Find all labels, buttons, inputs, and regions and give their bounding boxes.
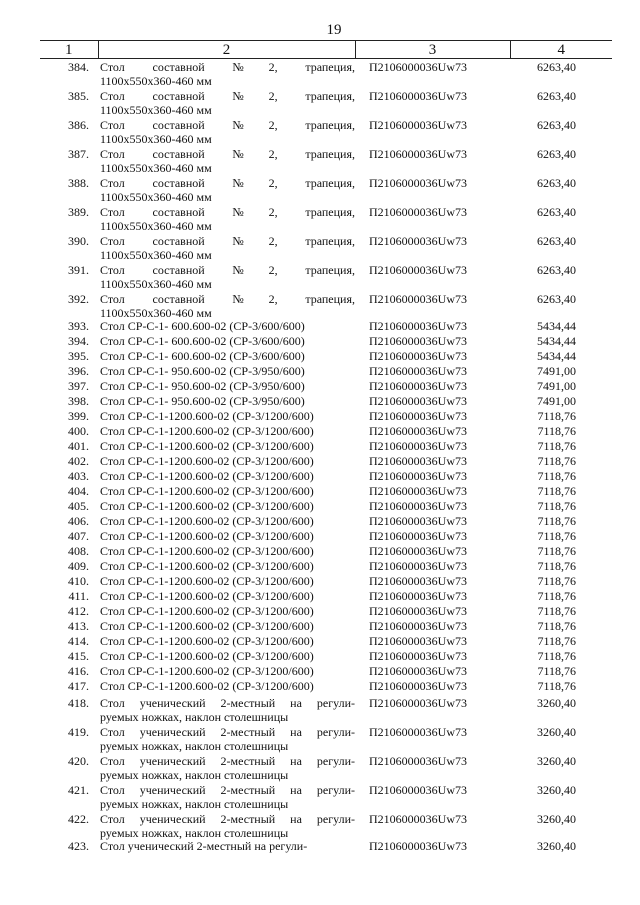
item-description xyxy=(98,724,355,753)
table-body xyxy=(40,59,612,856)
item-description-line-2: 1100x550x360-460 мм xyxy=(100,160,212,175)
row-number: 395. xyxy=(68,349,89,363)
item-value: 3260,40 xyxy=(537,696,576,710)
item-description xyxy=(98,117,355,146)
item-description-line-1: Стол СР-С-1-1200.600-02 (СР-3/1200/600) xyxy=(100,604,314,618)
item-code: П2106000036Uw73 xyxy=(369,696,467,710)
item-code: П2106000036Uw73 xyxy=(369,812,467,826)
table-header-row xyxy=(40,41,612,59)
row-number: 403. xyxy=(68,469,89,483)
item-description xyxy=(98,455,355,470)
item-description xyxy=(98,470,355,485)
item-code: П2106000036Uw73 xyxy=(369,118,467,132)
row-number: 394. xyxy=(68,334,89,348)
item-description xyxy=(98,620,355,635)
row-number: 414. xyxy=(68,634,89,648)
item-code: П2106000036Uw73 xyxy=(369,544,467,558)
item-description xyxy=(98,782,355,811)
table-row xyxy=(40,395,612,410)
item-description-line-1: Стол составной №2, трапеция, xyxy=(100,60,355,74)
row-number: 417. xyxy=(68,679,89,693)
row-number: 386. xyxy=(68,118,89,132)
item-code: П2106000036Uw73 xyxy=(369,234,467,248)
item-code: П2106000036Uw73 xyxy=(369,147,467,161)
item-description-line-1: Стол ученический 2-местный на регули- xyxy=(100,696,355,710)
row-number: 423. xyxy=(68,839,89,853)
table-row xyxy=(40,680,612,695)
item-value: 7118,76 xyxy=(537,439,576,453)
column-header-3: 3 xyxy=(355,41,510,59)
row-number: 399. xyxy=(68,409,89,423)
item-description-line-1: Стол СР-С-1-1200.600-02 (СР-3/1200/600) xyxy=(100,544,314,558)
item-code: П2106000036Uw73 xyxy=(369,292,467,306)
item-value: 7118,76 xyxy=(537,469,576,483)
item-code: П2106000036Uw73 xyxy=(369,589,467,603)
item-description xyxy=(98,365,355,380)
item-description-line-1: Стол СР-С-1-1200.600-02 (СР-3/1200/600) xyxy=(100,634,314,648)
item-value: 7118,76 xyxy=(537,499,576,513)
item-description-line-2: руемых ножках, наклон столешницы xyxy=(100,825,289,840)
row-number: 406. xyxy=(68,514,89,528)
item-description xyxy=(98,590,355,605)
table-row xyxy=(40,650,612,665)
row-number: 397. xyxy=(68,379,89,393)
item-code: П2106000036Uw73 xyxy=(369,574,467,588)
item-description-line-1: Стол ученический 2-местный на регули- xyxy=(100,783,355,797)
item-description-line-1: Стол СР-С-1-1200.600-02 (СР-3/1200/600) xyxy=(100,679,314,693)
item-description-line-1: Стол СР-С-1-1200.600-02 (СР-3/1200/600) xyxy=(100,574,314,588)
item-description-line-1: Стол СР-С-1-1200.600-02 (СР-3/1200/600) xyxy=(100,514,314,528)
row-number: 420. xyxy=(68,754,89,768)
item-code: П2106000036Uw73 xyxy=(369,783,467,797)
table-row xyxy=(40,620,612,635)
item-value: 7118,76 xyxy=(537,544,576,558)
row-number: 407. xyxy=(68,529,89,543)
item-code: П2106000036Uw73 xyxy=(369,619,467,633)
item-code: П2106000036Uw73 xyxy=(369,529,467,543)
item-description-line-1: Стол составной №2, трапеция, xyxy=(100,89,355,103)
item-description-line-1: Стол СР-С-1-1200.600-02 (СР-3/1200/600) xyxy=(100,484,314,498)
item-description-line-1: Стол ученический 2-местный на регули- xyxy=(100,839,308,853)
table-row xyxy=(40,262,612,291)
item-code: П2106000036Uw73 xyxy=(369,60,467,74)
item-description-line-1: Стол ученический 2-местный на регули- xyxy=(100,725,355,739)
item-description xyxy=(98,146,355,175)
item-value: 5434,44 xyxy=(537,349,576,363)
item-code: П2106000036Uw73 xyxy=(369,424,467,438)
item-description xyxy=(98,425,355,440)
row-number: 390. xyxy=(68,234,89,248)
item-description-line-2: 1100x550x360-460 мм xyxy=(100,276,212,291)
table-row xyxy=(40,753,612,782)
item-code: П2106000036Uw73 xyxy=(369,205,467,219)
table-row xyxy=(40,500,612,515)
item-description-line-1: Стол СР-С-1-1200.600-02 (СР-3/1200/600) xyxy=(100,439,314,453)
item-description xyxy=(98,350,355,365)
row-number: 405. xyxy=(68,499,89,513)
item-code: П2106000036Uw73 xyxy=(369,439,467,453)
item-value: 6263,40 xyxy=(537,205,576,219)
row-number: 388. xyxy=(68,176,89,190)
item-description xyxy=(98,485,355,500)
item-description-line-1: Стол СР-С-1-1200.600-02 (СР-3/1200/600) xyxy=(100,424,314,438)
row-number: 422. xyxy=(68,812,89,826)
row-number: 391. xyxy=(68,263,89,277)
table-row xyxy=(40,233,612,262)
item-description xyxy=(98,753,355,782)
row-number: 409. xyxy=(68,559,89,573)
table-row xyxy=(40,88,612,117)
table-row xyxy=(40,410,612,425)
row-number: 392. xyxy=(68,292,89,306)
item-description xyxy=(98,204,355,233)
item-description xyxy=(98,175,355,204)
table-row xyxy=(40,811,612,840)
item-code: П2106000036Uw73 xyxy=(369,649,467,663)
item-description xyxy=(98,575,355,590)
item-value: 7118,76 xyxy=(537,619,576,633)
item-description-line-2: 1100x550x360-460 мм xyxy=(100,218,212,233)
item-code: П2106000036Uw73 xyxy=(369,409,467,423)
item-description xyxy=(98,291,355,320)
item-code: П2106000036Uw73 xyxy=(369,454,467,468)
item-description-line-1: Стол составной №2, трапеция, xyxy=(100,176,355,190)
item-description xyxy=(98,695,355,724)
item-description xyxy=(98,635,355,650)
item-description-line-1: Стол составной №2, трапеция, xyxy=(100,118,355,132)
item-value: 6263,40 xyxy=(537,234,576,248)
item-value: 6263,40 xyxy=(537,89,576,103)
item-code: П2106000036Uw73 xyxy=(369,604,467,618)
table-row xyxy=(40,665,612,680)
item-description-line-1: Стол составной №2, трапеция, xyxy=(100,292,355,306)
item-code: П2106000036Uw73 xyxy=(369,364,467,378)
item-description-line-2: руемых ножках, наклон столешницы xyxy=(100,738,289,753)
item-description-line-1: Стол ученический 2-местный на регули- xyxy=(100,754,355,768)
table-row xyxy=(40,440,612,455)
item-description xyxy=(98,410,355,425)
item-value: 6263,40 xyxy=(537,118,576,132)
item-value: 7118,76 xyxy=(537,409,576,423)
table-row xyxy=(40,530,612,545)
page-number: 19 xyxy=(326,22,342,38)
item-value: 3260,40 xyxy=(537,839,576,853)
item-description xyxy=(98,88,355,117)
row-number: 410. xyxy=(68,574,89,588)
table-row xyxy=(40,291,612,320)
item-code: П2106000036Uw73 xyxy=(369,725,467,739)
table-row xyxy=(40,782,612,811)
item-description-line-1: Стол СР-С-1-1200.600-02 (СР-3/1200/600) xyxy=(100,454,314,468)
item-code: П2106000036Uw73 xyxy=(369,349,467,363)
column-header-2: 2 xyxy=(98,41,355,59)
item-description xyxy=(98,840,355,855)
item-code: П2106000036Uw73 xyxy=(369,379,467,393)
row-number: 419. xyxy=(68,725,89,739)
item-value: 7118,76 xyxy=(537,559,576,573)
item-description-line-2: руемых ножках, наклон столешницы xyxy=(100,709,289,724)
item-description-line-1: Стол СР-С-1-1200.600-02 (СР-3/1200/600) xyxy=(100,589,314,603)
item-description-line-2: 1100x550x360-460 мм xyxy=(100,189,212,204)
item-description xyxy=(98,680,355,695)
inventory-table xyxy=(40,40,612,855)
item-code: П2106000036Uw73 xyxy=(369,394,467,408)
item-description-line-1: Стол СР-С-1-1200.600-02 (СР-3/1200/600) xyxy=(100,559,314,573)
item-description xyxy=(98,395,355,410)
column-header-4: 4 xyxy=(510,41,612,59)
item-code: П2106000036Uw73 xyxy=(369,499,467,513)
item-code: П2106000036Uw73 xyxy=(369,176,467,190)
item-description xyxy=(98,650,355,665)
item-code: П2106000036Uw73 xyxy=(369,664,467,678)
row-number: 384. xyxy=(68,60,89,74)
table-row xyxy=(40,380,612,395)
item-code: П2106000036Uw73 xyxy=(369,484,467,498)
item-value: 6263,40 xyxy=(537,263,576,277)
item-value: 3260,40 xyxy=(537,812,576,826)
item-description xyxy=(98,515,355,530)
item-description-line-1: Стол СР-С-1- 950.600-02 (СР-3/950/600) xyxy=(100,364,305,378)
item-value: 7118,76 xyxy=(537,589,576,603)
table-row xyxy=(40,605,612,620)
item-description xyxy=(98,440,355,455)
item-description xyxy=(98,811,355,840)
item-code: П2106000036Uw73 xyxy=(369,319,467,333)
item-description xyxy=(98,233,355,262)
item-code: П2106000036Uw73 xyxy=(369,839,467,853)
item-description xyxy=(98,335,355,350)
table-row xyxy=(40,545,612,560)
table-row xyxy=(40,350,612,365)
item-description xyxy=(98,545,355,560)
item-description-line-2: руемых ножках, наклон столешницы xyxy=(100,767,289,782)
item-description xyxy=(98,605,355,620)
item-value: 7118,76 xyxy=(537,424,576,438)
item-value: 3260,40 xyxy=(537,725,576,739)
item-code: П2106000036Uw73 xyxy=(369,514,467,528)
row-number: 393. xyxy=(68,319,89,333)
item-value: 6263,40 xyxy=(537,147,576,161)
item-value: 7491,00 xyxy=(537,379,576,393)
row-number: 415. xyxy=(68,649,89,663)
item-description-line-1: Стол составной №2, трапеция, xyxy=(100,147,355,161)
item-description xyxy=(98,262,355,291)
item-description-line-1: Стол СР-С-1-1200.600-02 (СР-3/1200/600) xyxy=(100,529,314,543)
table-row xyxy=(40,485,612,500)
item-description-line-1: Стол СР-С-1-1200.600-02 (СР-3/1200/600) xyxy=(100,664,314,678)
table-row xyxy=(40,320,612,335)
item-description xyxy=(98,530,355,545)
row-number: 387. xyxy=(68,147,89,161)
item-code: П2106000036Uw73 xyxy=(369,89,467,103)
item-value: 6263,40 xyxy=(537,176,576,190)
item-description xyxy=(98,320,355,335)
item-description-line-1: Стол СР-С-1-1200.600-02 (СР-3/1200/600) xyxy=(100,469,314,483)
table-row xyxy=(40,455,612,470)
item-value: 7118,76 xyxy=(537,484,576,498)
row-number: 398. xyxy=(68,394,89,408)
table-row xyxy=(40,590,612,605)
table-row xyxy=(40,840,612,855)
item-code: П2106000036Uw73 xyxy=(369,679,467,693)
table-row xyxy=(40,365,612,380)
table-row xyxy=(40,470,612,485)
item-value: 7118,76 xyxy=(537,679,576,693)
table-row xyxy=(40,724,612,753)
table-row xyxy=(40,560,612,575)
item-description xyxy=(98,665,355,680)
item-value: 5434,44 xyxy=(537,334,576,348)
item-value: 7118,76 xyxy=(537,574,576,588)
item-description-line-2: 1100x550x360-460 мм xyxy=(100,305,212,320)
item-code: П2106000036Uw73 xyxy=(369,559,467,573)
item-description-line-2: 1100x550x360-460 мм xyxy=(100,102,212,117)
item-description-line-1: Стол СР-С-1-1200.600-02 (СР-3/1200/600) xyxy=(100,649,314,663)
item-code: П2106000036Uw73 xyxy=(369,263,467,277)
table-row xyxy=(40,575,612,590)
item-description-line-1: Стол СР-С-1-1200.600-02 (СР-3/1200/600) xyxy=(100,409,314,423)
row-number: 401. xyxy=(68,439,89,453)
item-description-line-2: 1100x550x360-460 мм xyxy=(100,131,212,146)
item-value: 7118,76 xyxy=(537,649,576,663)
item-value: 7491,00 xyxy=(537,364,576,378)
item-value: 7118,76 xyxy=(537,514,576,528)
item-description-line-1: Стол СР-С-1- 600.600-02 (СР-3/600/600) xyxy=(100,319,305,333)
item-description-line-1: Стол СР-С-1- 950.600-02 (СР-3/950/600) xyxy=(100,394,305,408)
row-number: 411. xyxy=(68,589,89,603)
row-number: 389. xyxy=(68,205,89,219)
table-row xyxy=(40,59,612,89)
item-value: 7118,76 xyxy=(537,529,576,543)
table-row xyxy=(40,635,612,650)
item-value: 7118,76 xyxy=(537,454,576,468)
table-row xyxy=(40,146,612,175)
item-description-line-1: Стол составной №2, трапеция, xyxy=(100,234,355,248)
item-description xyxy=(98,560,355,575)
item-description xyxy=(98,500,355,515)
row-number: 413. xyxy=(68,619,89,633)
item-code: П2106000036Uw73 xyxy=(369,334,467,348)
item-description-line-1: Стол СР-С-1-1200.600-02 (СР-3/1200/600) xyxy=(100,499,314,513)
item-description-line-1: Стол ученический 2-местный на регули- xyxy=(100,812,355,826)
row-number: 396. xyxy=(68,364,89,378)
item-description-line-1: Стол составной №2, трапеция, xyxy=(100,205,355,219)
table-row xyxy=(40,695,612,724)
item-value: 5434,44 xyxy=(537,319,576,333)
table-row xyxy=(40,204,612,233)
item-description-line-1: Стол СР-С-1- 600.600-02 (СР-3/600/600) xyxy=(100,334,305,348)
item-code: П2106000036Uw73 xyxy=(369,469,467,483)
item-value: 6263,40 xyxy=(537,292,576,306)
item-description-line-1: Стол СР-С-1-1200.600-02 (СР-3/1200/600) xyxy=(100,619,314,633)
row-number: 404. xyxy=(68,484,89,498)
item-description-line-1: Стол составной №2, трапеция, xyxy=(100,263,355,277)
item-value: 6263,40 xyxy=(537,60,576,74)
table-row xyxy=(40,175,612,204)
item-value: 3260,40 xyxy=(537,783,576,797)
row-number: 385. xyxy=(68,89,89,103)
row-number: 416. xyxy=(68,664,89,678)
item-description-line-2: 1100x550x360-460 мм xyxy=(100,73,212,88)
item-value: 3260,40 xyxy=(537,754,576,768)
item-value: 7118,76 xyxy=(537,664,576,678)
table-row xyxy=(40,335,612,350)
item-description-line-2: руемых ножках, наклон столешницы xyxy=(100,796,289,811)
item-description xyxy=(98,59,355,89)
column-header-1: 1 xyxy=(40,41,98,59)
item-description-line-1: Стол СР-С-1- 600.600-02 (СР-3/600/600) xyxy=(100,349,305,363)
item-description-line-1: Стол СР-С-1- 950.600-02 (СР-3/950/600) xyxy=(100,379,305,393)
item-code: П2106000036Uw73 xyxy=(369,634,467,648)
item-value: 7118,76 xyxy=(537,634,576,648)
item-description xyxy=(98,380,355,395)
row-number: 402. xyxy=(68,454,89,468)
table-row xyxy=(40,117,612,146)
item-value: 7491,00 xyxy=(537,394,576,408)
item-description-line-2: 1100x550x360-460 мм xyxy=(100,247,212,262)
table-row xyxy=(40,425,612,440)
row-number: 412. xyxy=(68,604,89,618)
item-code: П2106000036Uw73 xyxy=(369,754,467,768)
item-value: 7118,76 xyxy=(537,604,576,618)
row-number: 400. xyxy=(68,424,89,438)
row-number: 408. xyxy=(68,544,89,558)
table-row xyxy=(40,515,612,530)
row-number: 421. xyxy=(68,783,89,797)
row-number: 418. xyxy=(68,696,89,710)
